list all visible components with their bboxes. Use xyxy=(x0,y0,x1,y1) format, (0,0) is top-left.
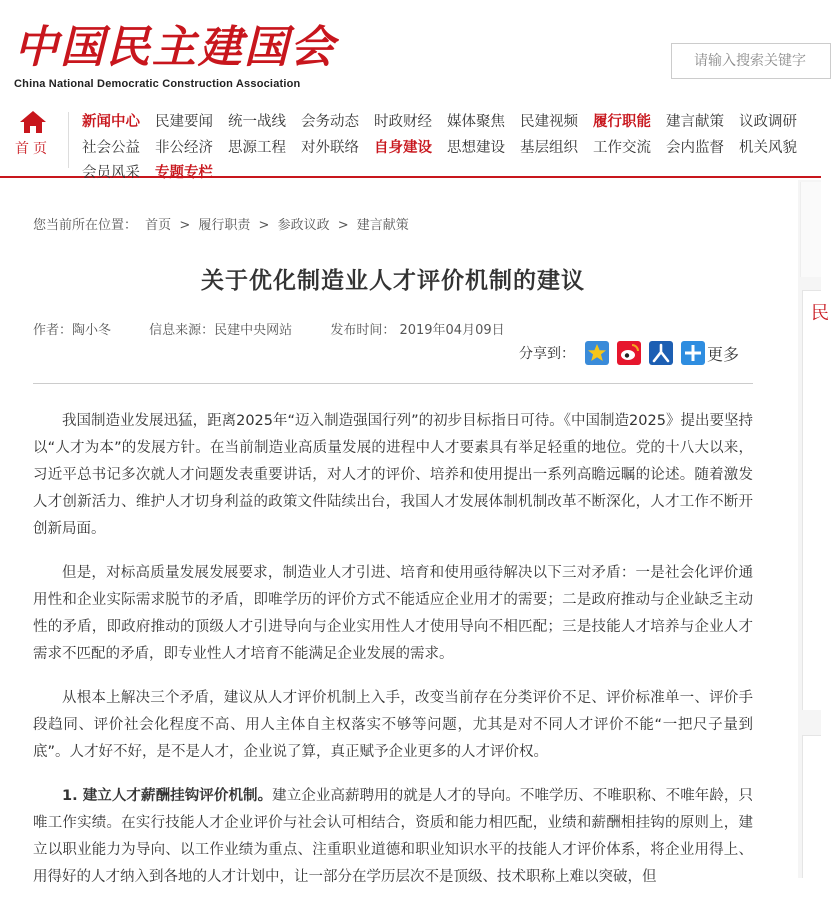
nav-item[interactable]: 对外联络 xyxy=(301,140,359,156)
nav-row-3 xyxy=(82,163,228,183)
article-paragraph: 从根本上解决三个矛盾，建议从人才评价机制上入手，改变当前存在分类评价不足、评价标准单一、评价手段趋同、评价社会化程度不高、用人主体自主权落实不够等问题，尤其是对不同人才评价不能“一把尺子量到底”。人才好不好，是不是人才，企业说了算，真正赋予企业更多的人才评价权。 xyxy=(33,690,753,760)
nav-item[interactable]: 会务动态 xyxy=(301,114,359,130)
nav-item[interactable]: 民建视频 xyxy=(520,114,578,130)
breadcrumb-prefix: 您当前所在位置： xyxy=(33,218,138,233)
nav-item[interactable]: 媒体聚焦 xyxy=(447,114,505,130)
nav-divider xyxy=(68,112,69,168)
nav-item[interactable]: 履行职能 xyxy=(593,114,651,130)
side-panel xyxy=(802,290,829,710)
article-meta xyxy=(33,319,539,338)
nav-item[interactable]: 会内监督 xyxy=(666,140,724,156)
side-panel-2 xyxy=(802,735,821,878)
nav-item[interactable]: 专题专栏 xyxy=(155,165,213,181)
nav-item[interactable]: 非公经济 xyxy=(155,140,213,156)
nav-item[interactable]: 会员风采 xyxy=(82,165,140,181)
article-paragraph: 但是，对标高质量发展发展要求，制造业人才引进、培育和使用亟待解决以下三对矛盾：一是社会化评价通用性和企业实际需求脱节的矛盾，即唯学历的评价方式不能适应企业用才的需要；二是政府推动与企业缺乏主动性的矛盾，即政府推动的顶级人才引进导向与企业实用性人才使用导向不相匹配；三是技能人才培养与企业人才需求不匹配的矛盾，即专业性人才培育不能满足企业发展的需求。 xyxy=(33,565,753,662)
article-author: 作者：陶小冬 xyxy=(33,323,112,338)
share-bar xyxy=(519,341,739,365)
paragraph-heading: 1. 建立人才薪酬挂钩评价机制。 xyxy=(62,788,273,804)
article-paragraph xyxy=(33,783,753,891)
main-nav xyxy=(0,106,821,181)
breadcrumb-sep: > xyxy=(179,218,191,233)
site-logo[interactable] xyxy=(14,22,336,90)
nav-item[interactable]: 统一战线 xyxy=(228,114,286,130)
breadcrumb-sep: > xyxy=(337,218,349,233)
search-box[interactable] xyxy=(671,43,831,79)
article-title: 关于优化制造业人才评价机制的建议 xyxy=(201,268,585,294)
nav-item[interactable]: 自身建设 xyxy=(374,140,432,156)
site-header xyxy=(0,0,821,108)
article-paragraph: 我国制造业发展迅猛，距离2025年“迈入制造强国行列”的初步目标指日可待。《中国制造2025》提出要坚持以“人才为本”的发展方针。在当前制造业高质量发展的进程中人才要素具有举足轻重的地位。党的十八大以来，习近平总书记多次就人才问题发表重要讲话，对人才的评价、培养和使用提出一系列高瞻远瞩的论述。随着激发人才创新活力、维护人才切身利益的政策文件陆续出台，我国人才发展体制机制改革不断深化，人才工作不断开创新局面。 xyxy=(33,413,753,537)
breadcrumb-item-politics[interactable]: 参政议政 xyxy=(277,218,330,233)
breadcrumb xyxy=(33,214,413,233)
weibo-icon[interactable] xyxy=(617,341,641,365)
breadcrumb-item-duties[interactable]: 履行职责 xyxy=(198,218,251,233)
breadcrumb-item-home[interactable]: 首页 xyxy=(145,218,172,233)
article-body xyxy=(33,408,753,908)
share-label: 分享到： xyxy=(519,346,575,362)
nav-item[interactable]: 时政财经 xyxy=(374,114,432,130)
search-input[interactable] xyxy=(672,44,830,78)
nav-item[interactable]: 建言献策 xyxy=(666,114,724,130)
nav-row-2 xyxy=(82,138,812,158)
side-banner xyxy=(800,182,821,277)
renren-icon[interactable] xyxy=(649,341,673,365)
side-panel-title: 民 xyxy=(811,303,829,324)
nav-item[interactable]: 新闻中心 xyxy=(82,114,140,130)
article-date: 发布时间： 2019年04月09日 xyxy=(330,323,505,338)
article-source: 信息来源：民建中央网站 xyxy=(149,323,293,338)
logo-chinese: 中国民主建国会 xyxy=(14,22,336,73)
logo-english: China National Democratic Construction Association xyxy=(14,78,301,90)
nav-item[interactable]: 社会公益 xyxy=(82,140,140,156)
home-icon xyxy=(19,110,47,134)
nav-item[interactable]: 基层组织 xyxy=(520,140,578,156)
qzone-star-icon[interactable] xyxy=(585,341,609,365)
nav-item[interactable]: 民建要闻 xyxy=(155,114,213,130)
nav-item[interactable]: 议政调研 xyxy=(739,114,797,130)
nav-item[interactable]: 思源工程 xyxy=(228,140,286,156)
breadcrumb-sep: > xyxy=(258,218,270,233)
paragraph-body: 建立企业高薪聘用的就是人才的导向。不唯学历、不唯职称、不唯年龄，只唯工作实绩。在实行技能人才企业评价与社会认可相结合，资质和能力相匹配，业绩和薪酬相挂钩的原则上，建立以职业能力为导向、以工作业绩为重点、注重职业道德和职业知识水平的技能人才评价体系，将企业用得上、用得好的人才纳入到各地的人才计划中，让一部分在学历层次不是顶级、技术职称上难以突破，但 xyxy=(33,788,753,885)
nav-row-1 xyxy=(82,112,812,132)
nav-item[interactable]: 工作交流 xyxy=(593,140,651,156)
share-more-link[interactable]: 更多 xyxy=(707,344,740,364)
more-plus-icon[interactable] xyxy=(681,341,705,365)
nav-item[interactable]: 机关风貌 xyxy=(739,140,797,156)
nav-home-label: 首页 xyxy=(15,141,51,157)
title-divider xyxy=(33,383,753,384)
breadcrumb-item-suggestions[interactable]: 建言献策 xyxy=(356,218,409,233)
nav-home[interactable] xyxy=(8,110,58,158)
nav-item[interactable]: 思想建设 xyxy=(447,140,505,156)
